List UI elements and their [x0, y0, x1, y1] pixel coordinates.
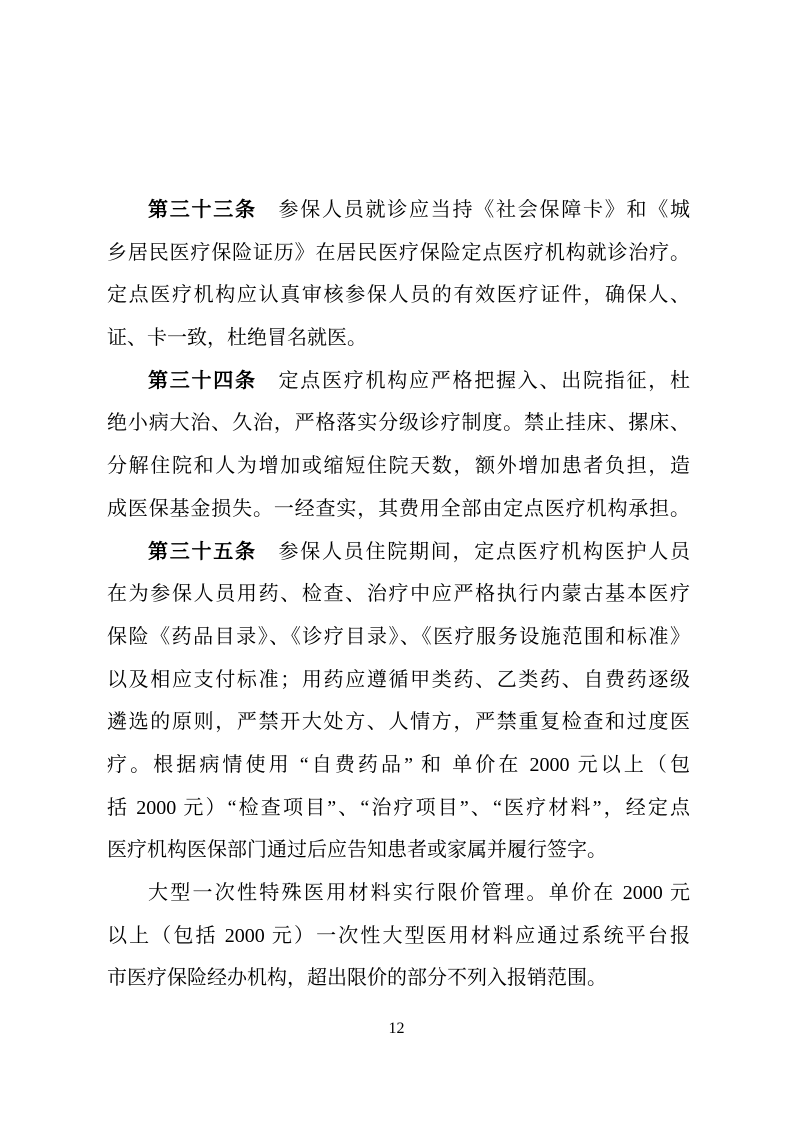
text-block: [107, 189, 690, 1000]
article-number: 第三十五条: [148, 540, 257, 563]
text-line: 遴选的原则，严禁开大处方、人情方，严禁重复检查和过度医: [107, 711, 690, 734]
paragraph-article-33: [107, 189, 690, 360]
text-line: 括 2000 元）“检查项目”、“治疗项目”、“医疗材料”，经定点: [107, 796, 690, 819]
text-line: 医疗机构医保部门通过后应告知患者或家属并履行签字。: [107, 839, 607, 862]
paragraph-article-34: [107, 360, 690, 531]
text-line: 大型一次性特殊医用材料实行限价管理。单价在 2000 元: [148, 882, 690, 904]
text-line: 证、卡一致，杜绝冒名就医。: [107, 327, 367, 350]
article-number: 第三十四条: [148, 369, 257, 392]
text-line: 乡居民医疗保险证历》在居民医疗保险定点医疗机构就诊治疗。: [107, 241, 690, 264]
text-line: 以上（包括 2000 元）一次性大型医用材料应通过系统平台报: [107, 924, 690, 947]
text-line: 市医疗保险经办机构，超出限价的部分不列入报销范围。: [107, 967, 607, 990]
text-line: 在为参保人员用药、检查、治疗中应严格执行内蒙古基本医疗: [107, 583, 690, 606]
text-line: 成医保基金损失。一经查实，其费用全部由定点医疗机构承担。: [107, 497, 690, 520]
text-line: 分解住院和人为增加或缩短住院天数，额外增加患者负担，造: [107, 455, 690, 478]
page-number: 12: [388, 1020, 405, 1037]
paragraph-special-materials: [107, 872, 690, 1000]
text-line: 第三十三条 参保人员就诊应当持《社会保障卡》和《城: [148, 199, 690, 221]
article-number: 第三十三条: [148, 199, 257, 221]
text-line: 第三十五条 参保人员住院期间，定点医疗机构医护人员: [148, 540, 690, 563]
paragraph-article-35: [107, 531, 690, 873]
text-line: 第三十四条 定点医疗机构应严格把握入、出院指征，杜: [148, 369, 690, 392]
text-line: 疗。根据病情使用 “自费药品” 和 单价在 2000 元以上（包: [107, 753, 690, 776]
text-line: 保险《药品目录》、《诊疗目录》、《医疗服务设施范围和标准》: [107, 625, 690, 648]
text-line: 以及相应支付标准；用药应遵循甲类药、乙类药、自费药逐级: [107, 668, 690, 691]
text-line: 定点医疗机构应认真审核参保人员的有效医疗证件，确保人、: [107, 284, 690, 307]
text-line: 绝小病大治、久治，严格落实分级诊疗制度。禁止挂床、摞床、: [107, 412, 690, 435]
